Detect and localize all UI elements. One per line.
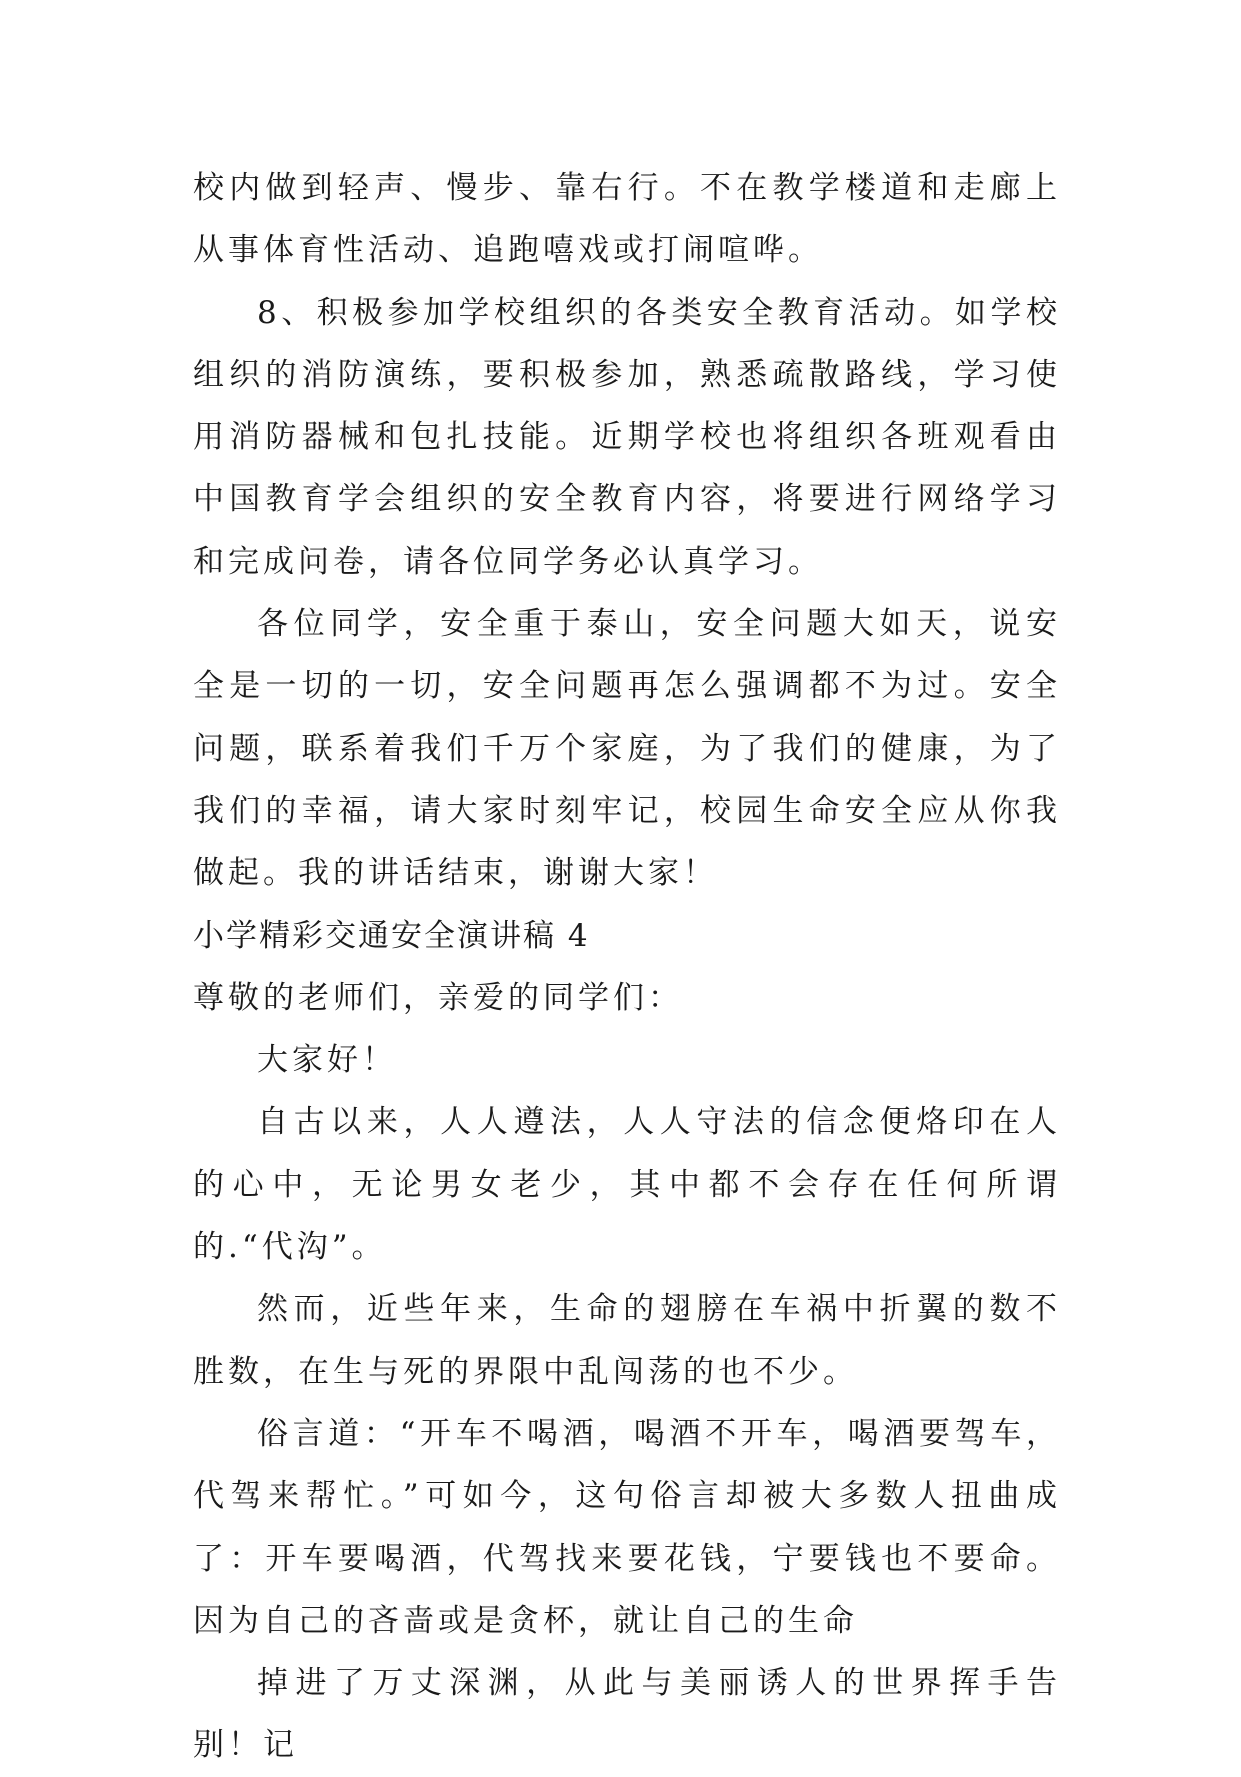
document-body	[193, 157, 1061, 1777]
paragraph: 俗言道：“开车不喝酒，喝酒不开车，喝酒要驾车，代驾来帮忙。”可如今，这句俗言却被大多数人扭曲成了：开车要喝酒，代驾找来要花钱，宁要钱也不要命。因为自己的吝啬或是贪杯，就让自己的生命	[193, 1415, 1061, 1639]
paragraph: 校内做到轻声、慢步、靠右行。不在教学楼道和走廊上从事体育性活动、追跑嘻戏或打闹喧哗。	[193, 170, 1061, 269]
paragraph: 自古以来，人人遵法，人人守法的信念便烙印在人的心中，无论男女老少，其中都不会存在任何所谓的.“代沟”。	[193, 1104, 1061, 1266]
paragraph: 8、积极参加学校组织的各类安全教育活动。如学校组织的消防演练，要积极参加，熟悉疏散路线，学习使用消防器械和包扎技能。近期学校也将组织各班观看由中国教育学会组织的安全教育内容，将要进行网络学习和完成问卷，请各位同学务必认真学习。	[193, 294, 1061, 580]
paragraph: 然而，近些年来，生命的翅膀在车祸中折翼的数不胜数，在生与死的界限中乱闯荡的也不少。	[193, 1291, 1061, 1390]
greeting: 大家好！	[257, 1042, 397, 1079]
paragraph: 掉进了万丈深渊，从此与美丽诱人的世界挥手告别！记	[193, 1665, 1061, 1764]
paragraph: 各位同学，安全重于泰山，安全问题大如天，说安全是一切的一切，安全问题再怎么强调都不为过。安全问题，联系着我们千万个家庭，为了我们的健康，为了我们的幸福，请大家时刻牢记，校园生命安全应从你我做起。我的讲话结束，谢谢大家！	[193, 606, 1061, 892]
salutation: 尊敬的老师们，亲爱的同学们：	[193, 979, 683, 1016]
section-title: 小学精彩交通安全演讲稿 4	[193, 917, 590, 954]
